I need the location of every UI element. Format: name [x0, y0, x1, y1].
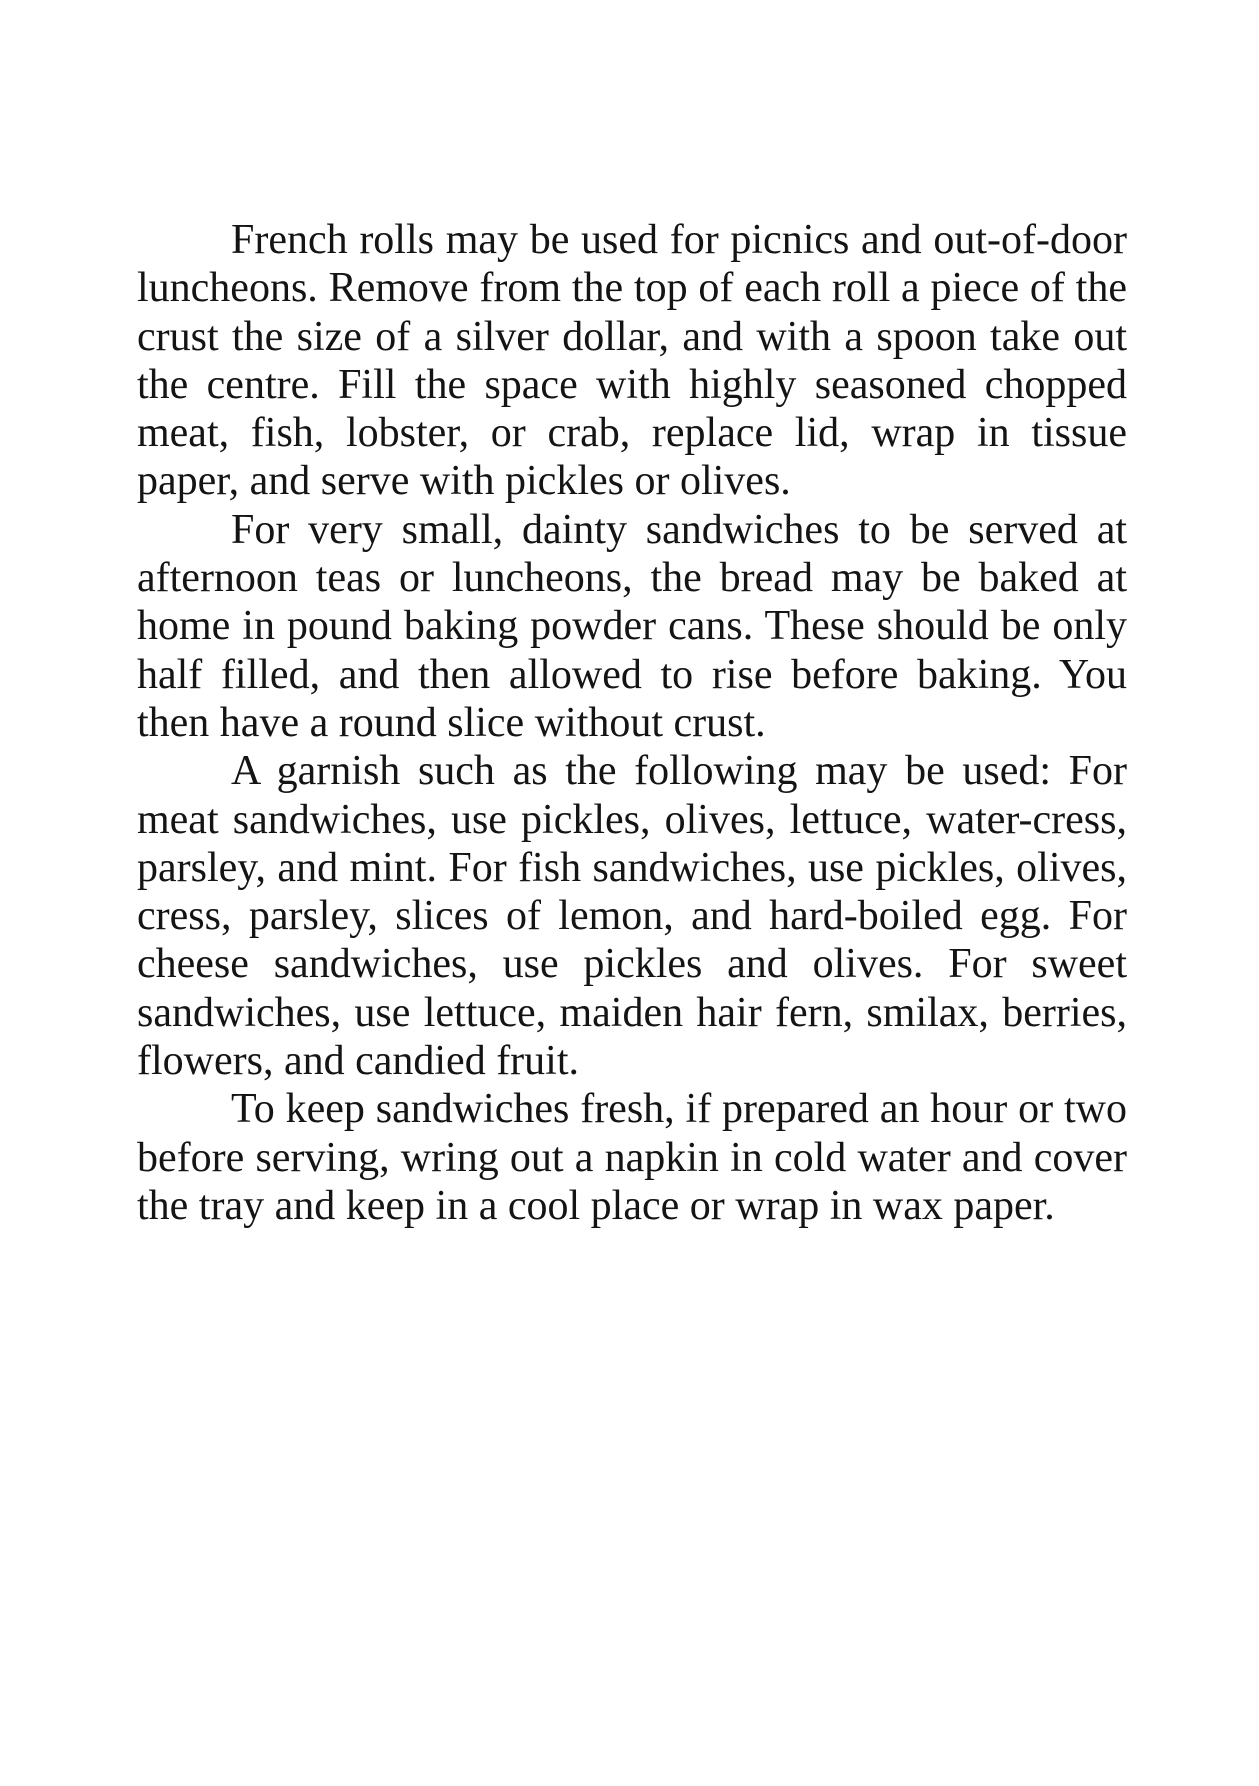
paragraph-dainty-sandwiches: For very small, dainty sandwiches to be served at afternoon teas or luncheons, the bread may be baked at home in pound baking powder cans. These should be only half filled, and then allowed to rise before baking. You then have a round slice without crust.	[137, 506, 1127, 746]
page-body-text	[137, 216, 1127, 1230]
paragraph-garnish: A garnish such as the following may be used: For meat sandwiches, use pickles, olives, lettuce, water-cress, parsley, and mint. For fish sandwiches, use pickles, olives, cress, parsley, slices of lemon, and hard-boiled egg. For cheese sandwiches, use pickles and olives. For sweet sandwiches, use lettuce, maiden hair fern, smilax, berries, flowers, and candied fruit.	[137, 748, 1127, 1085]
paragraph-keep-fresh: To keep sandwiches fresh, if prepared an hour or two before serving, wring out a napkin in cold water and cover the tray and keep in a cool place or wrap in wax paper.	[137, 1086, 1127, 1229]
paragraph-french-rolls: French rolls may be used for picnics and out-of-door luncheons. Remove from the top of each roll a piece of the crust the size of a silver dollar, and with a spoon take out the centre. Fill the space with highly seasoned chopped meat, fish, lobster, or crab, replace lid, wrap in tissue paper, and serve with pickles or olives.	[137, 217, 1127, 505]
